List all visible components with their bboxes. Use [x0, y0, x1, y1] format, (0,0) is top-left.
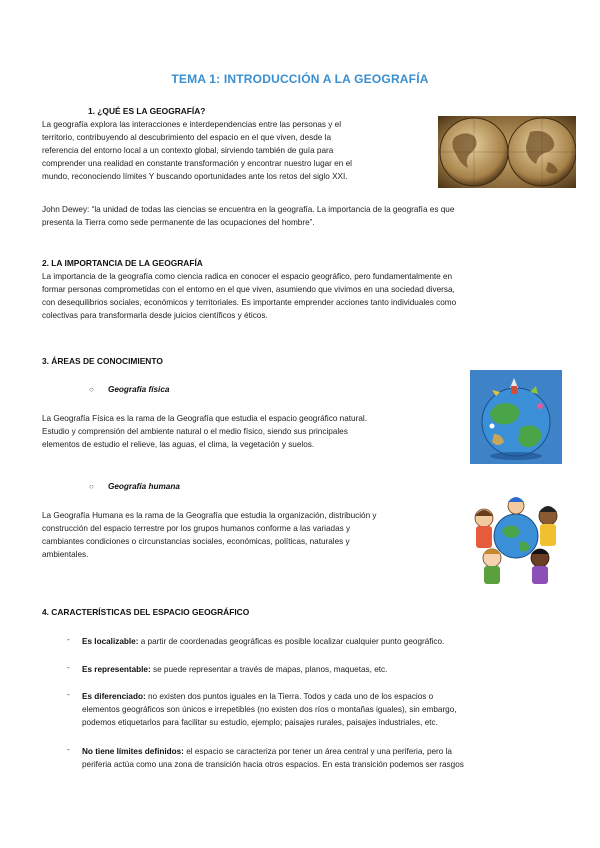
section-2-heading: 2. LA IMPORTANCIA DE LA GEOGRAFÍA	[42, 258, 203, 268]
section-2-line: La importancia de la geografía como ciencia radica en conocer el espacio geográfico, pero fundamentalmente en	[42, 272, 453, 281]
bullet-circle-icon: ○	[89, 385, 94, 394]
section-2-line: formar personas comprometidas con el entorno en el que viven, asumiendo que vivimos en una sociedad diversa,	[42, 285, 455, 294]
humana-line: cambiantes condiciones o circunstancias sociales, económicas, políticas, naturales y	[42, 537, 350, 546]
section-1-line: comprender una realidad en constante transformación y encontrar nuestro lugar en el	[42, 159, 352, 168]
page-title: TEMA 1: INTRODUCCIÓN A LA GEOGRAFÍA	[171, 72, 429, 86]
section-2-line: con desequilibrios sociales, económicos y territoriales. Es importante emprender acciones tanto individuales como	[42, 298, 457, 307]
characteristic-item	[82, 663, 562, 676]
dash-bullet: -	[67, 690, 70, 699]
section-1-line: territorio, contribuyendo al descubrimiento del espacio en el que viven, desde la	[42, 133, 332, 142]
geografia-fisica-label: Geografía física	[108, 385, 170, 394]
characteristic-item	[82, 745, 558, 771]
dash-bullet: -	[67, 635, 70, 644]
quote-line: John Dewey: “la unidad de todas las ciencias se encuentra en la geografía. La importancia de la geografía es que	[42, 205, 455, 214]
humana-line: La Geografía Humana es la rama de la Geografía que estudia la organización, distribución y	[42, 511, 377, 520]
characteristic-text: periferia actúa como una zona de transición hacia otros espacios. En esta transición podemos ser rasgos	[82, 760, 464, 769]
section-1-line: mundo, reconociendo límites Y buscando oportunidades ante los retos del siglo XXI.	[42, 172, 348, 181]
geografia-humana-paragraph	[42, 509, 462, 561]
geografia-humana-label: Geografía humana	[108, 482, 180, 491]
characteristic-text: elementos geográficos son únicos e irrepetibles (no existen dos ríos o montañas iguales), sin embargo,	[82, 705, 457, 714]
characteristic-item	[82, 690, 558, 729]
dash-bullet: -	[67, 745, 70, 754]
characteristic-term: Es diferenciado:	[82, 692, 146, 701]
characteristic-text: se puede representar a través de mapas, planos, maquetas, etc.	[153, 665, 388, 674]
section-1-paragraph	[42, 118, 430, 183]
characteristic-item	[82, 635, 562, 648]
bullet-circle-icon: ○	[89, 482, 94, 491]
section-1-heading: 1. ¿QUÉ ES LA GEOGRAFÍA?	[88, 106, 206, 116]
characteristic-term: No tiene límites definidos:	[82, 747, 184, 756]
fisica-line: La Geografía Física es la rama de la Geografía que estudia el espacio geográfico natural.	[42, 414, 367, 423]
geografia-fisica-paragraph	[42, 412, 462, 451]
humana-line: construcción del espacio terrestre por los grupos humanos conforme a las variadas y	[42, 524, 351, 533]
characteristic-text: no existen dos puntos iguales en la Tierra. Todos y cada uno de los espacios o	[147, 692, 434, 701]
section-2-paragraph	[42, 270, 562, 322]
dewey-quote	[42, 203, 562, 229]
section-4-heading: 4. CARACTERÍSTICAS DEL ESPACIO GEOGRÁFICO	[42, 607, 250, 617]
quote-line: presenta la Tierra como sede permanente de las ocupaciones del hombre”.	[42, 218, 315, 227]
humana-line: ambientales.	[42, 550, 89, 559]
children-around-globe-image	[468, 492, 564, 586]
characteristic-text: a partir de coordenadas geográficas es posible localizar cualquier punto geográfico.	[140, 637, 445, 646]
dash-bullet: -	[67, 663, 70, 672]
section-1-line: referencia del entorno local a un contexto global, sirviendo también de guía para	[42, 146, 334, 155]
section-2-line: colectivas para transformarla desde juicios científicos y éticos.	[42, 311, 268, 320]
fisica-line: Estudio y comprensión del ambiente natural o el medio físico, siendo sus principales	[42, 427, 348, 436]
globe-earth-image	[470, 370, 562, 464]
section-1-line: La geografía explora las interacciones e interdependencias entre las personas y el	[42, 120, 342, 129]
characteristic-term: Es localizable:	[82, 637, 139, 646]
section-3-heading: 3. ÁREAS DE CONOCIMIENTO	[42, 356, 163, 366]
antique-world-map-image	[438, 116, 576, 188]
fisica-line: elementos de estudio el relieve, las aguas, el clima, la vegetación y suelos.	[42, 440, 315, 449]
characteristic-term: Es representable:	[82, 665, 151, 674]
characteristic-text: el espacio se caracteriza por tener un área central y una periferia, pero la	[186, 747, 452, 756]
characteristic-text: podemos etiquetarlos para facilitar su estudio, ejemplo; paisajes rurales, paisajes industriales, etc.	[82, 718, 438, 727]
